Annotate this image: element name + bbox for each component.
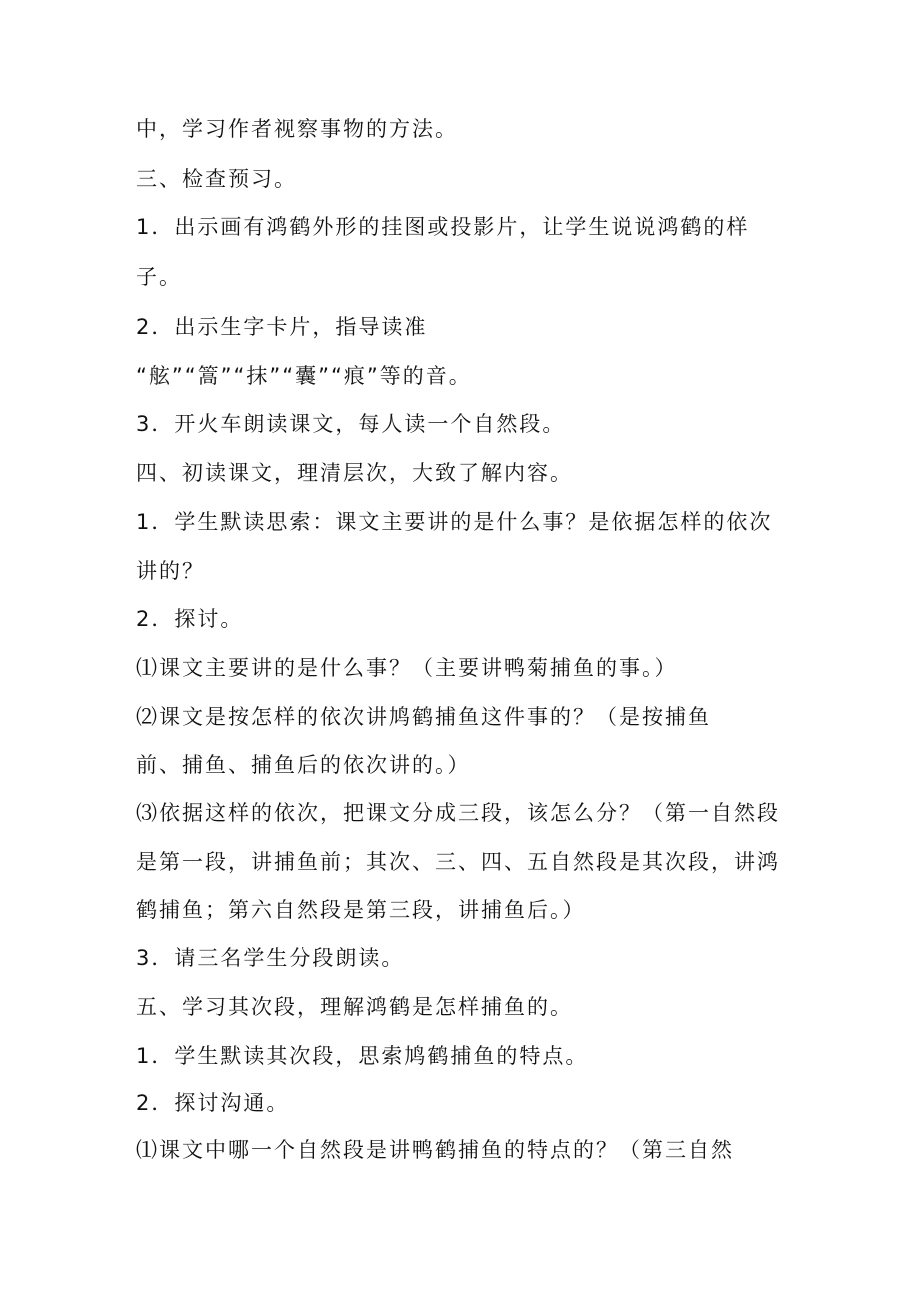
text-line: 中，学习作者视察事物的方法。	[136, 117, 458, 141]
text-line: 1．学生默读其次段，思索鸠鹤捕鱼的特点。	[136, 1044, 589, 1068]
text-line: ⑶依据这样的依次，把课文分成三段，该怎么分？（第一自然段	[136, 801, 780, 825]
text-line: 子。	[136, 265, 182, 289]
section-heading: 四、初读课文，理清层次，大致了解内容。	[136, 461, 573, 485]
text-line: 3．开火车朗读课文，每人读一个自然段。	[136, 412, 566, 436]
text-line: 1．出示画有鸿鹤外形的挂图或投影片，让学生说说鸿鹤的样	[136, 215, 750, 239]
text-line: 2．探讨。	[136, 607, 244, 631]
text-line: 3．请三名学生分段朗读。	[136, 946, 405, 970]
text-line: ⑴课文主要讲的是什么事？（主要讲鸭菊捕鱼的事。）	[136, 656, 678, 680]
text-line: 前、捕鱼、捕鱼后的依次讲的。）	[136, 753, 471, 777]
text-line: “舷”“篙”“抹”“囊”“痕”等的音。	[136, 364, 472, 388]
text-line: 讲的？	[136, 559, 205, 583]
text-line: 1．学生默读思索：课文主要讲的是什么事？是依据怎样的依次	[136, 510, 773, 534]
text-line: 鹤捕鱼；第六自然段是第三段，讲捕鱼后。）	[136, 898, 586, 922]
section-heading: 三、检查预习。	[136, 167, 297, 191]
text-line: ⑴课文中哪一个自然段是讲鸭鹤捕鱼的特点的？（第三自然	[136, 1138, 734, 1162]
section-heading: 五、学习其次段，理解鸿鹤是怎样捕鱼的。	[136, 995, 573, 1019]
text-line: ⑵课文是按怎样的依次讲鸠鹤捕鱼这件事的？（是按捕鱼	[136, 705, 711, 729]
text-line: 2．探讨沟通。	[136, 1091, 290, 1115]
text-line: 是第一段，讲捕鱼前；其次、三、四、五自然段是其次段，讲鸿	[136, 850, 780, 874]
text-line: 2．出示生字卡片，指导读准	[136, 315, 428, 339]
